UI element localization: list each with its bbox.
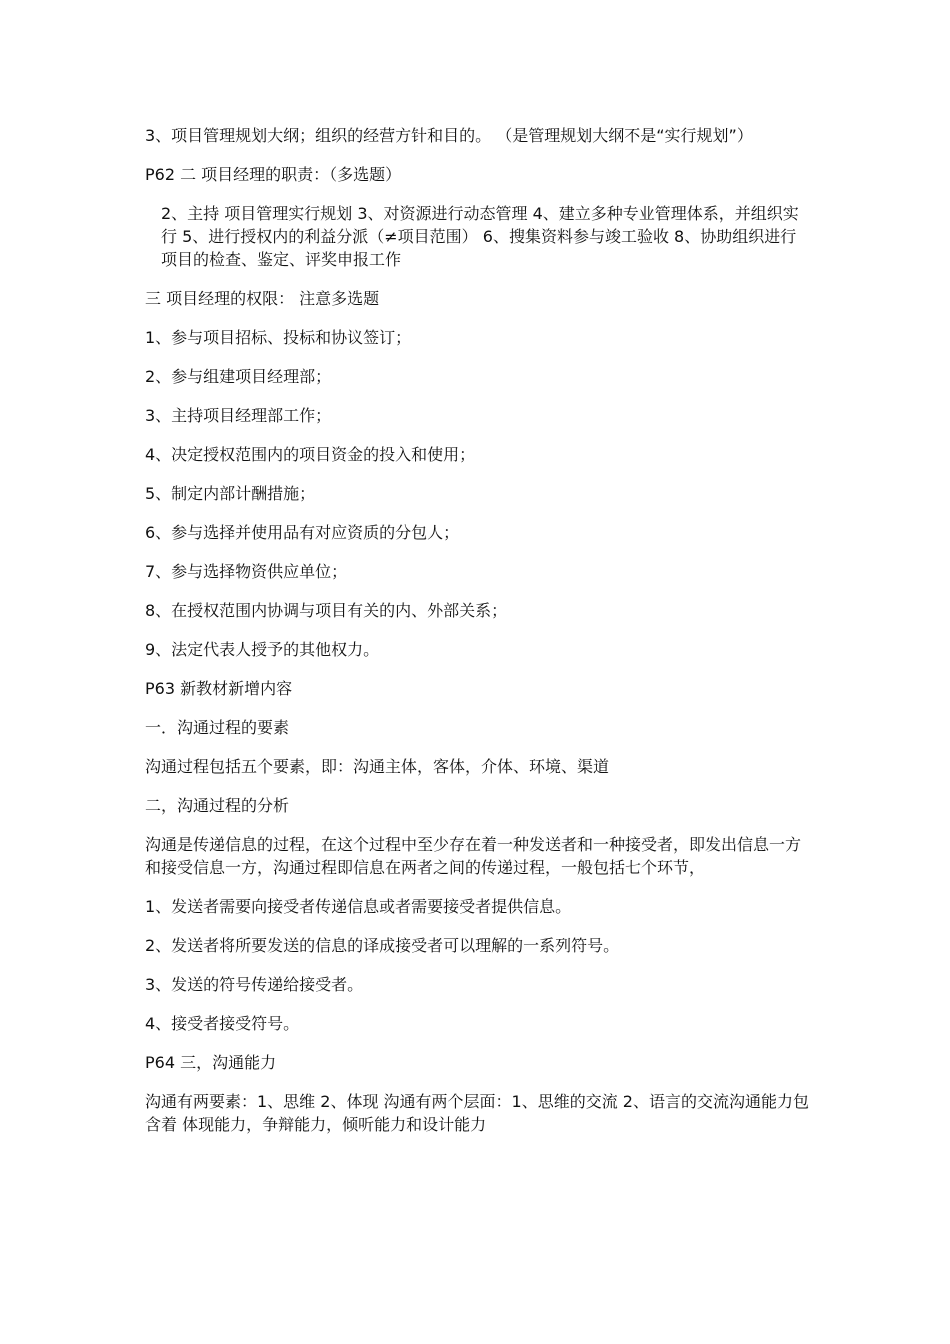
authority-item-5: 5、制定内部计酬措施；	[145, 484, 316, 503]
analysis-step-4: 4、接受者接受符号。	[145, 1014, 300, 1033]
analysis-step-1: 1、发送者需要向接受者传递信息或者需要接受者提供信息。	[145, 897, 572, 916]
paragraph-communication-elements: 沟通过程包括五个要素，即：沟通主体，客体，介体、环境、渠道	[145, 757, 610, 776]
authority-item-2: 2、参与组建项目经理部；	[145, 367, 332, 386]
heading-communication-elements: 一．沟通过程的要素	[145, 718, 290, 737]
authority-item-9: 9、法定代表人授予的其他权力。	[145, 640, 380, 659]
authority-item-7: 7、参与选择物资供应单位；	[145, 562, 348, 581]
heading-p64-communication-ability: P64 三，沟通能力	[145, 1053, 277, 1072]
heading-p62-duties: P62 二 项目经理的职责：（多选题）	[145, 165, 402, 184]
heading-p63-new-content: P63 新教材新增内容	[145, 679, 293, 698]
paragraph-communication-analysis: 沟通是传递信息的过程，在这个过程中至少存在着一种发送者和一种接受者，即发出信息一方和接受信息一方，沟通过程即信息在两者之间的传递过程，一般包括七个环节，	[145, 835, 802, 877]
paragraph-duties-list: 2、主持 项目管理实行规划 3、对资源进行动态管理 4、建立多种专业管理体系，并组织实行 5、进行授权内的利益分派（≠项目范围） 6、搜集资料参与竣工验收 8、协助组织进行项目的检查、鉴定、评奖申报工作	[161, 204, 799, 269]
document-body	[145, 124, 810, 1152]
heading-communication-analysis: 二，沟通过程的分析	[145, 796, 290, 815]
analysis-step-3: 3、发送的符号传递给接受者。	[145, 975, 364, 994]
analysis-step-2: 2、发送者将所要发送的信息的译成接受者可以理解的一系列符号。	[145, 936, 620, 955]
paragraph-outline-3: 3、项目管理规划大纲；组织的经营方针和目的。 （是管理规划大纲不是“实行规划”）	[145, 126, 753, 145]
authority-item-1: 1、参与项目招标、投标和协议签订；	[145, 328, 412, 347]
authority-item-3: 3、主持项目经理部工作；	[145, 406, 332, 425]
heading-authority: 三 项目经理的权限： 注意多选题	[145, 289, 380, 308]
authority-item-8: 8、在授权范围内协调与项目有关的内、外部关系；	[145, 601, 508, 620]
authority-item-6: 6、参与选择并使用品有对应资质的分包人；	[145, 523, 460, 542]
authority-item-4: 4、决定授权范围内的项目资金的投入和使用；	[145, 445, 476, 464]
paragraph-communication-ability: 沟通有两要素：1、思维 2、体现 沟通有两个层面：1、思维的交流 2、语言的交流沟通能力包含着 体现能力，争辩能力，倾听能力和设计能力	[145, 1092, 809, 1134]
